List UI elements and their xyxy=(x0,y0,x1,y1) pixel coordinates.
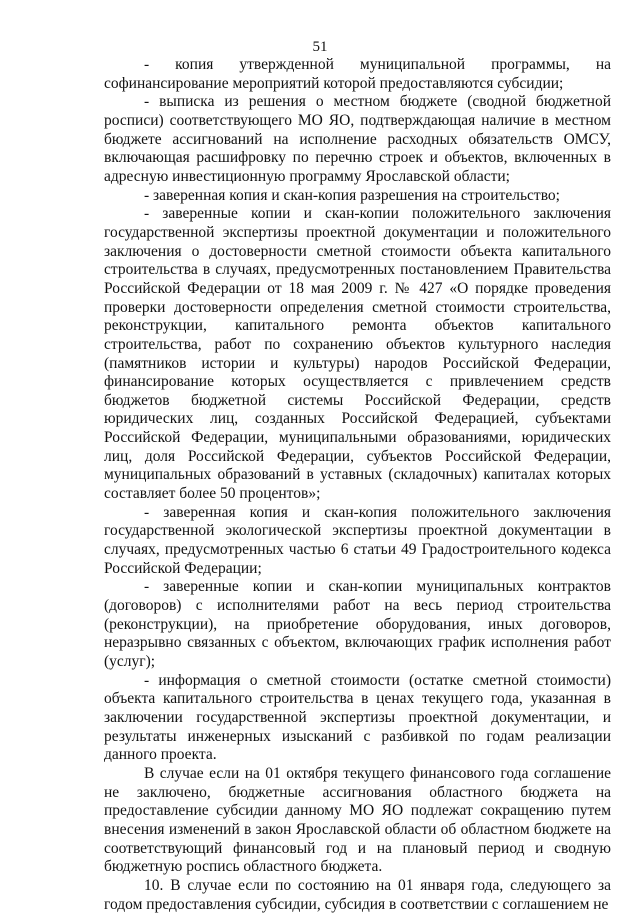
page-number: 51 xyxy=(312,39,328,55)
list-item-state-expertise: - заверенные копии и скан-копии положительного заключения государственной экспертизы проектной документации и положительного заключения о достоверности сметной стоимости объекта капитального строительства в случаях, предусмотренных постановлением Правительства Российской Федерации от 18 мая 2009 г. № 427 «О порядке проведения проверки достоверности определения сметной стоимости строительства, реконструкции, капитального ремонта объектов капитального строительства, работ по сохранению объектов культурного наследия (памятников истории и культуры) народов Российской Федерации, финансирование которых осуществляется с привлечением средств бюджетов бюджетной системы Российской Федерации, средств юридических лиц, созданных Российской Федерацией, субъектами Российской Федерации, муниципальными образованиями, юридических лиц, доля Российской Федерации, субъектов Российской Федерации, муниципальных образований в уставных (складочных) капиталах которых составляет более 50 процентов»; xyxy=(104,205,611,503)
list-item-municipal-contracts: - заверенные копии и скан-копии муниципальных контрактов (договоров) с исполнителями работ на весь период строительства (реконструкции), на приобретение оборудования, иных договоров, неразрывно связанных с объектом, включающих график исполнения работ (услуг); xyxy=(104,578,611,670)
list-item-ecological-expertise: - заверенная копия и скан-копия положительного заключения государственной экологической экспертизы проектной документации в случаях, предусмотренных частью 6 статьи 49 Градостроительного кодекса Российской Федерации; xyxy=(104,503,611,577)
list-item-program-copy: - копия утвержденной муниципальной программы, на софинансирование мероприятий которой предоставляются субсидии; xyxy=(104,56,611,92)
list-item-budget-extract: - выписка из решения о местном бюджете (сводной бюджетной росписи) соответствующего МО ЯО, подтверждающая наличие в местном бюджете ассигнований на исполнение расходных обязательств ОМСУ, включающая расшифровку по перечню строек и объектов, включенных в адресную инвестиционную программу Ярославской области; xyxy=(104,93,611,185)
paragraph-item-10: 10. В случае если по состоянию на 01 января года, следующего за годом предоставления субсидии, субсидия в соответствии с соглашением не xyxy=(104,876,611,913)
paragraph-agreement-deadline: В случае если на 01 октября текущего финансового года соглашение не заключено, бюджетные ассигнования областного бюджета на предоставление субсидии данному МО ЯО подлежат сокращению путем внесения изменений в закон Ярославской области об областном бюджете на соответствующий финансовый год и на плановый период и сводную бюджетную роспись областного бюджета. xyxy=(104,764,611,876)
list-item-estimated-cost-info: - информация о сметной стоимости (остатке сметной стоимости) объекта капитального строительства в ценах текущего года, указанная в заключении государственной экспертизы проектной документации, и результаты инженерных изысканий с разбивкой по годам реализации данного проекта. xyxy=(104,671,611,764)
document-body xyxy=(104,56,611,914)
list-item-construction-permit: - заверенная копия и скан-копия разрешения на строительство; xyxy=(144,186,560,204)
